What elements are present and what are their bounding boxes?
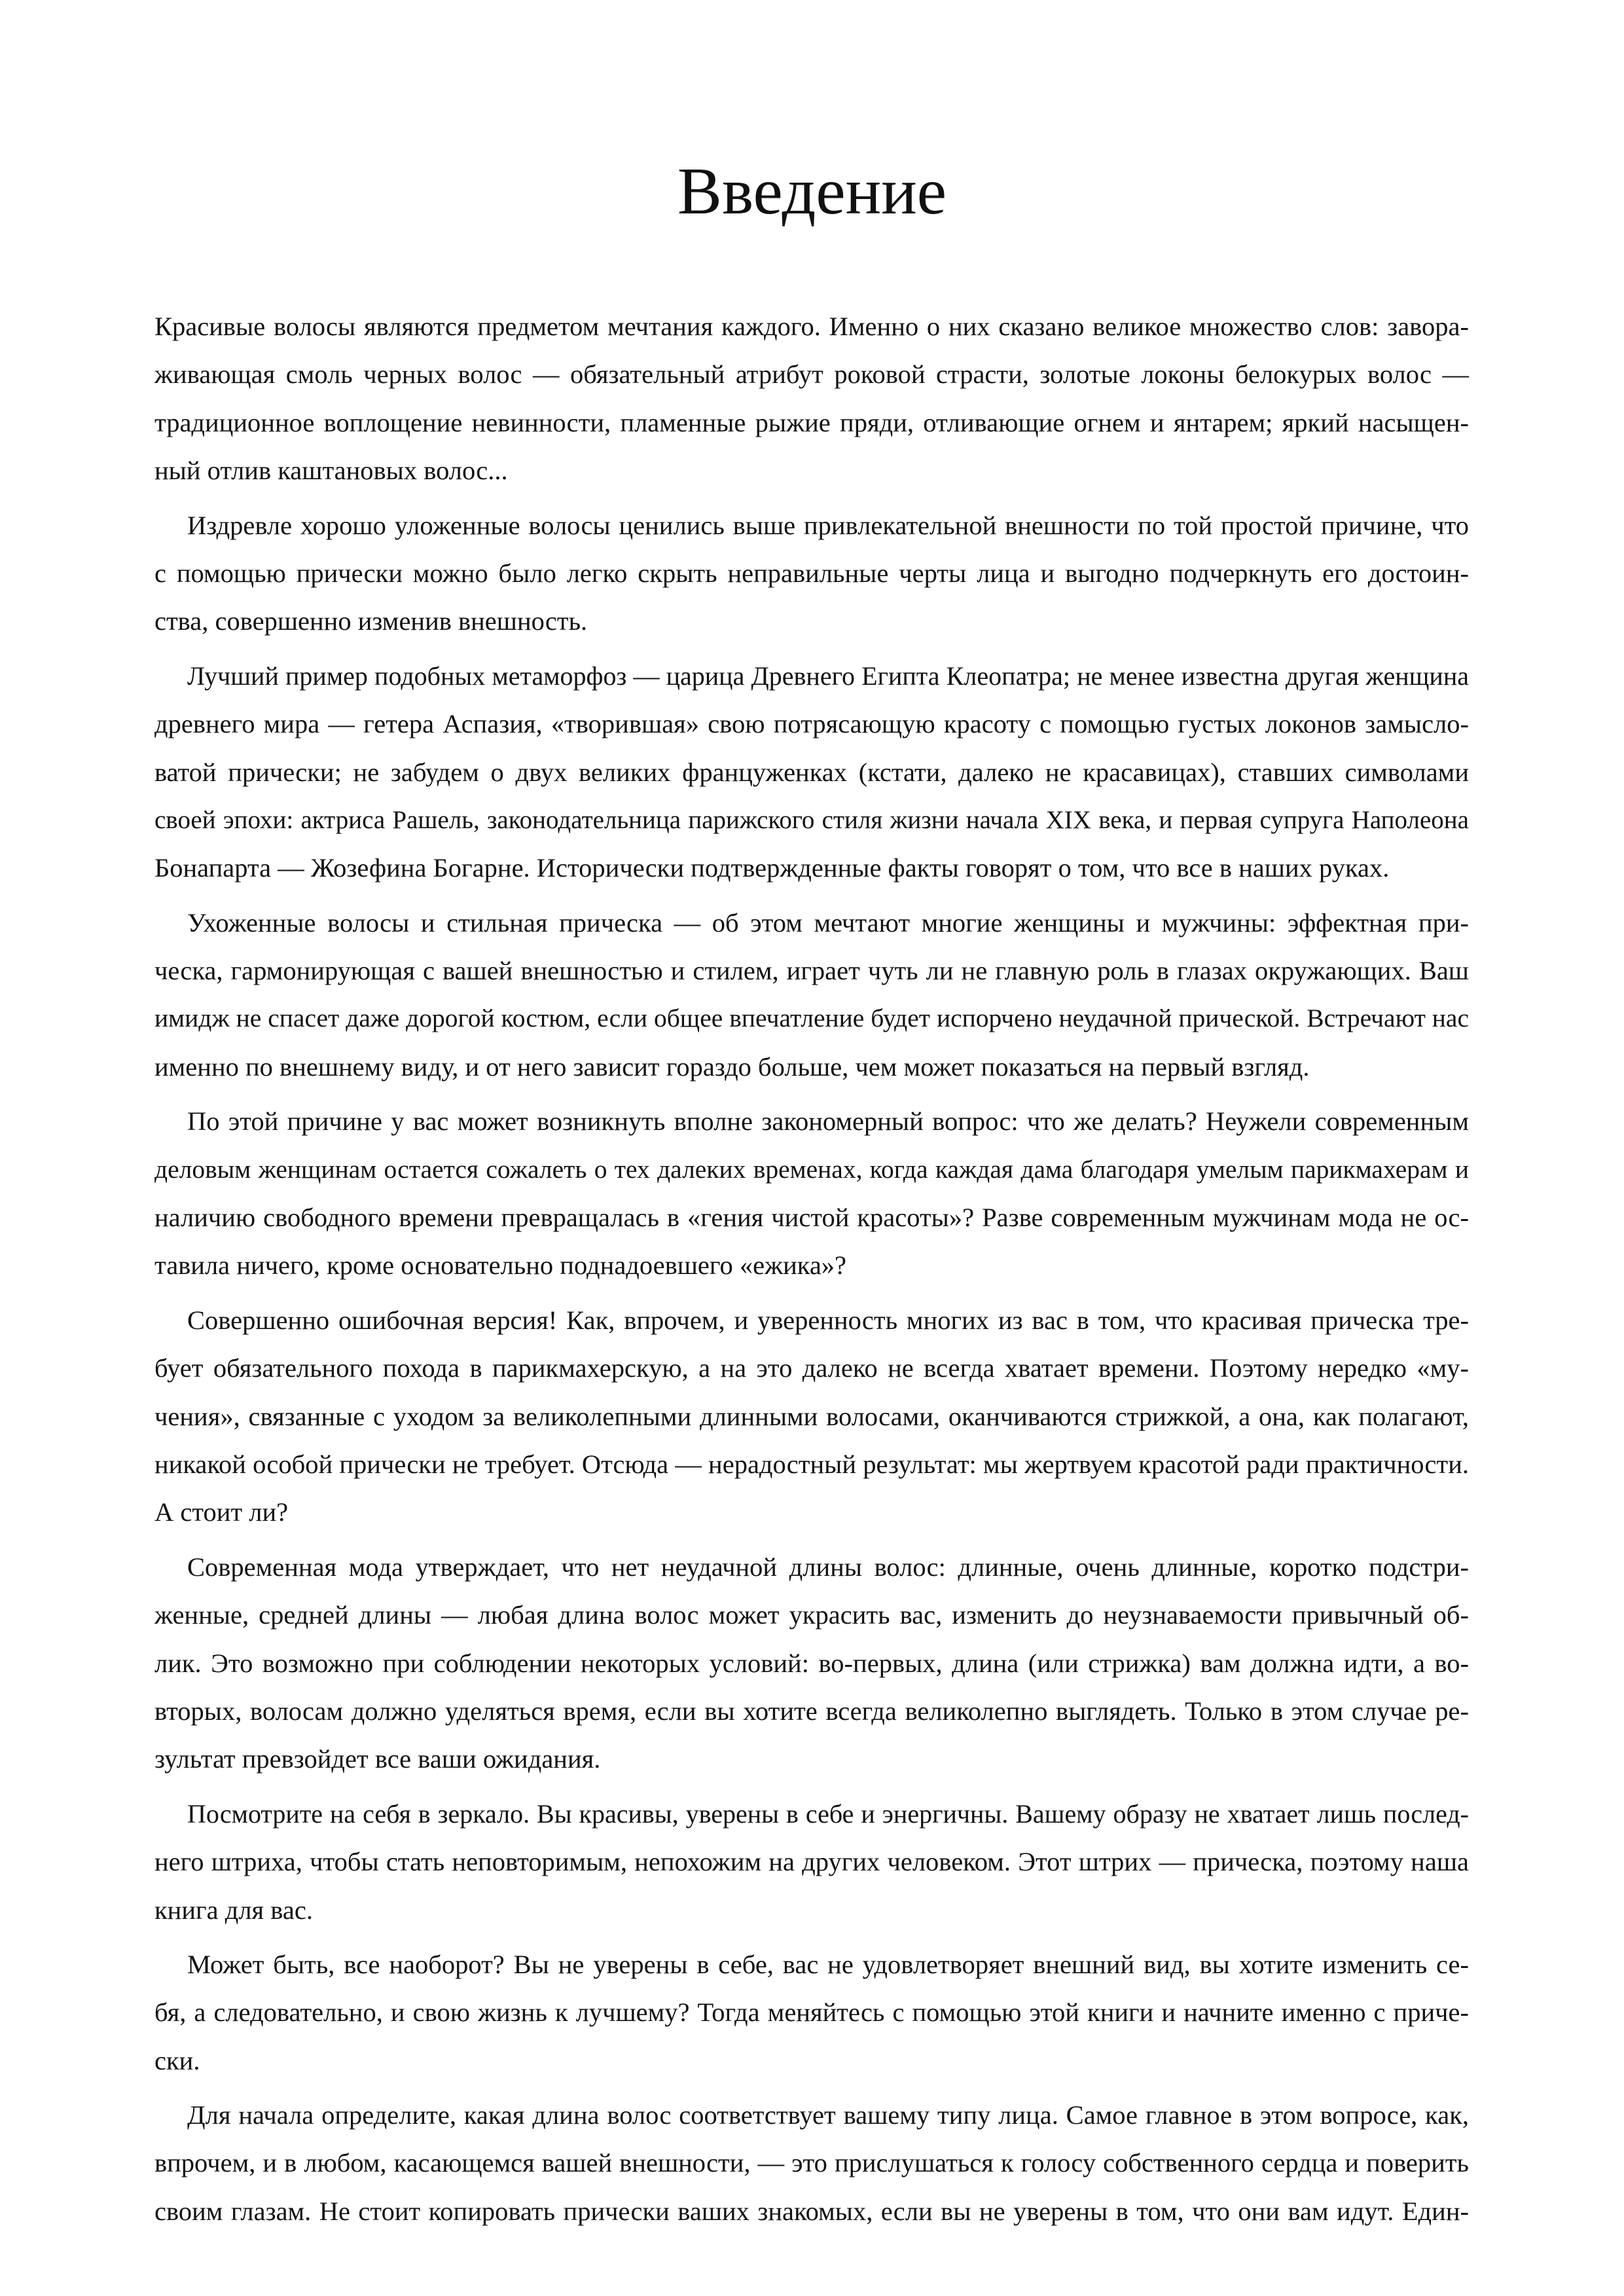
text-line: своим глазам. Не стоит копировать прически ваших знакомых, если вы не уверены в том, что они вам идут. Един- — [154, 2196, 1469, 2226]
page-title: Введение — [677, 155, 947, 228]
text-line: деловым женщинам остается сожалеть о тех далеких временах, когда каждая дама благодаря умелым парикмахерам и — [154, 1154, 1469, 1184]
paragraph — [154, 1097, 1469, 1290]
text-line: вторых, волосам должно уделяться время, если вы хотите всегда великолепно выглядеть. Только в этом случае ре- — [154, 1696, 1469, 1726]
text-line: Совершенно ошибочная версия! Как, впрочем, и уверенность многих из вас в том, что красивая прическа тре- — [187, 1305, 1469, 1335]
paragraph — [154, 652, 1469, 892]
text-line: Ухоженные волосы и стильная прическа — об этом мечтают многие женщины и мужчины: эффектная при- — [187, 907, 1469, 938]
text-line: ватой прически; не забудем о двух великих француженках (кстати, далеко не красавицах), ставших символами — [154, 757, 1469, 787]
paragraph — [154, 899, 1469, 1091]
text-line: древнего мира — гетера Аспазия, «творившая» свою потрясающую красоту с помощью густых локонов замысло- — [154, 709, 1469, 739]
text-line: бует обязательного похода в парикмахерскую, а на это далеко не всегда хватает времени. Поэтому нередко «му- — [154, 1353, 1469, 1383]
paragraph — [154, 1790, 1469, 1934]
text-line: женные, средней длины — любая длина волос может украсить вас, изменить до неузнаваемости привычный об- — [154, 1600, 1469, 1630]
text-line: наличию свободного времени превращалась в «гения чистой красоты»? Разве современным мужчинам мода не ос- — [154, 1203, 1469, 1233]
text-line: никакой особой прически не требует. Отсюда — нерадостный результат: мы жертвуем красотой ради практичности. — [154, 1449, 1469, 1479]
text-line: тавила ничего, кроме основательно поднадоевшего «ежика»? — [154, 1250, 847, 1281]
paragraph — [154, 1941, 1469, 2085]
text-line: Может быть, все наоборот? Вы не уверены в себе, вас не удовлетворяет внешний вид, вы хотите изменить се- — [187, 1949, 1469, 1979]
paragraph — [154, 302, 1469, 495]
text-line: него штриха, чтобы стать неповторимым, непохожим на других человеком. Этот штрих — прическа, поэтому наша — [154, 1847, 1469, 1877]
paragraph — [154, 501, 1469, 646]
text-line: Бонапарта — Жозефина Богарне. Исторически подтвержденные факты говорят о том, что все в наших руках. — [154, 853, 1390, 883]
text-line: ческа, гармонирующая с вашей внешностью и стилем, играет чуть ли не главную роль в глазах окружающих. Ваш — [154, 956, 1469, 986]
paragraph — [154, 2091, 1469, 2235]
text-line: своей эпохи: актриса Рашель, законодательница парижского стиля жизни начала XIX века, и первая супруга Наполеона — [154, 805, 1469, 834]
text-line: лик. Это возможно при соблюдении некоторых условий: во-первых, длина (или стрижка) вам должна идти, а во- — [154, 1648, 1469, 1678]
text-line: Лучший пример подобных метаморфоз — царица Древнего Египта Клеопатра; не менее известна другая женщина — [187, 661, 1469, 691]
text-line: А стоит ли? — [154, 1497, 289, 1527]
text-line: имидж не спасет даже дорогой костюм, если общее впечатление будет испорчено неудачной прической. Встречают нас — [154, 1004, 1469, 1033]
text-line: живающая смоль черных волос — обязательный атрибут роковой страсти, золотые локоны белокурых волос — — [154, 359, 1469, 390]
text-line: именно по внешнему виду, и от него зависит гораздо больше, чем может показаться на первый взгляд. — [154, 1051, 1310, 1082]
text-line: впрочем, и в любом, касающемся вашей внешности, — это прислушаться к голосу собственного сердца и поверить — [154, 2148, 1469, 2178]
text-line: По этой причине у вас может возникнуть вполне закономерный вопрос: что же делать? Неужели современным — [187, 1106, 1469, 1137]
text-line: Посмотрите на себя в зеркало. Вы красивы, уверены в себе и энергичны. Вашему образу не хватает лишь послед- — [187, 1798, 1469, 1829]
text-line: зультат превзойдет все ваши ожидания. — [154, 1744, 601, 1774]
body-text — [154, 302, 1469, 2242]
text-line: ный отлив каштановых волос... — [154, 456, 508, 486]
text-line: Для начала определите, какая длина волос соответствует вашему типу лица. Самое главное в этом вопросе, как, — [187, 2100, 1469, 2130]
text-line: Современная мода утверждает, что нет неудачной длины волос: длинные, очень длинные, коротко подстри- — [187, 1552, 1469, 1582]
text-line: ства, совершенно изменив внешность. — [154, 606, 588, 636]
paragraph — [154, 1296, 1469, 1537]
text-line: бя, а следовательно, и свою жизнь к лучшему? Тогда меняйтесь с помощью этой книги и начните именно с приче- — [154, 1997, 1469, 2028]
text-line: чения», связанные с уходом за великолепными длинными волосами, оканчиваются стрижкой, а она, как полагают, — [154, 1401, 1469, 1431]
text-line: Издревле хорошо уложенные волосы ценились выше привлекательной внешности по той простой причине, что — [187, 510, 1469, 540]
paragraph — [154, 1543, 1469, 1783]
text-line: ски. — [154, 2045, 200, 2075]
text-line: традиционное воплощение невинности, пламенные рыжие пряди, отливающие огнем и янтарем; яркий насыщен- — [154, 407, 1469, 437]
text-line: Красивые волосы являются предметом мечтания каждого. Именно о них сказано великое множество слов: завора- — [154, 312, 1469, 341]
text-line: с помощью прически можно было легко скрыть неправильные черты лица и выгодно подчеркнуть его достоин- — [154, 558, 1469, 588]
text-line: книга для вас. — [154, 1895, 313, 1925]
